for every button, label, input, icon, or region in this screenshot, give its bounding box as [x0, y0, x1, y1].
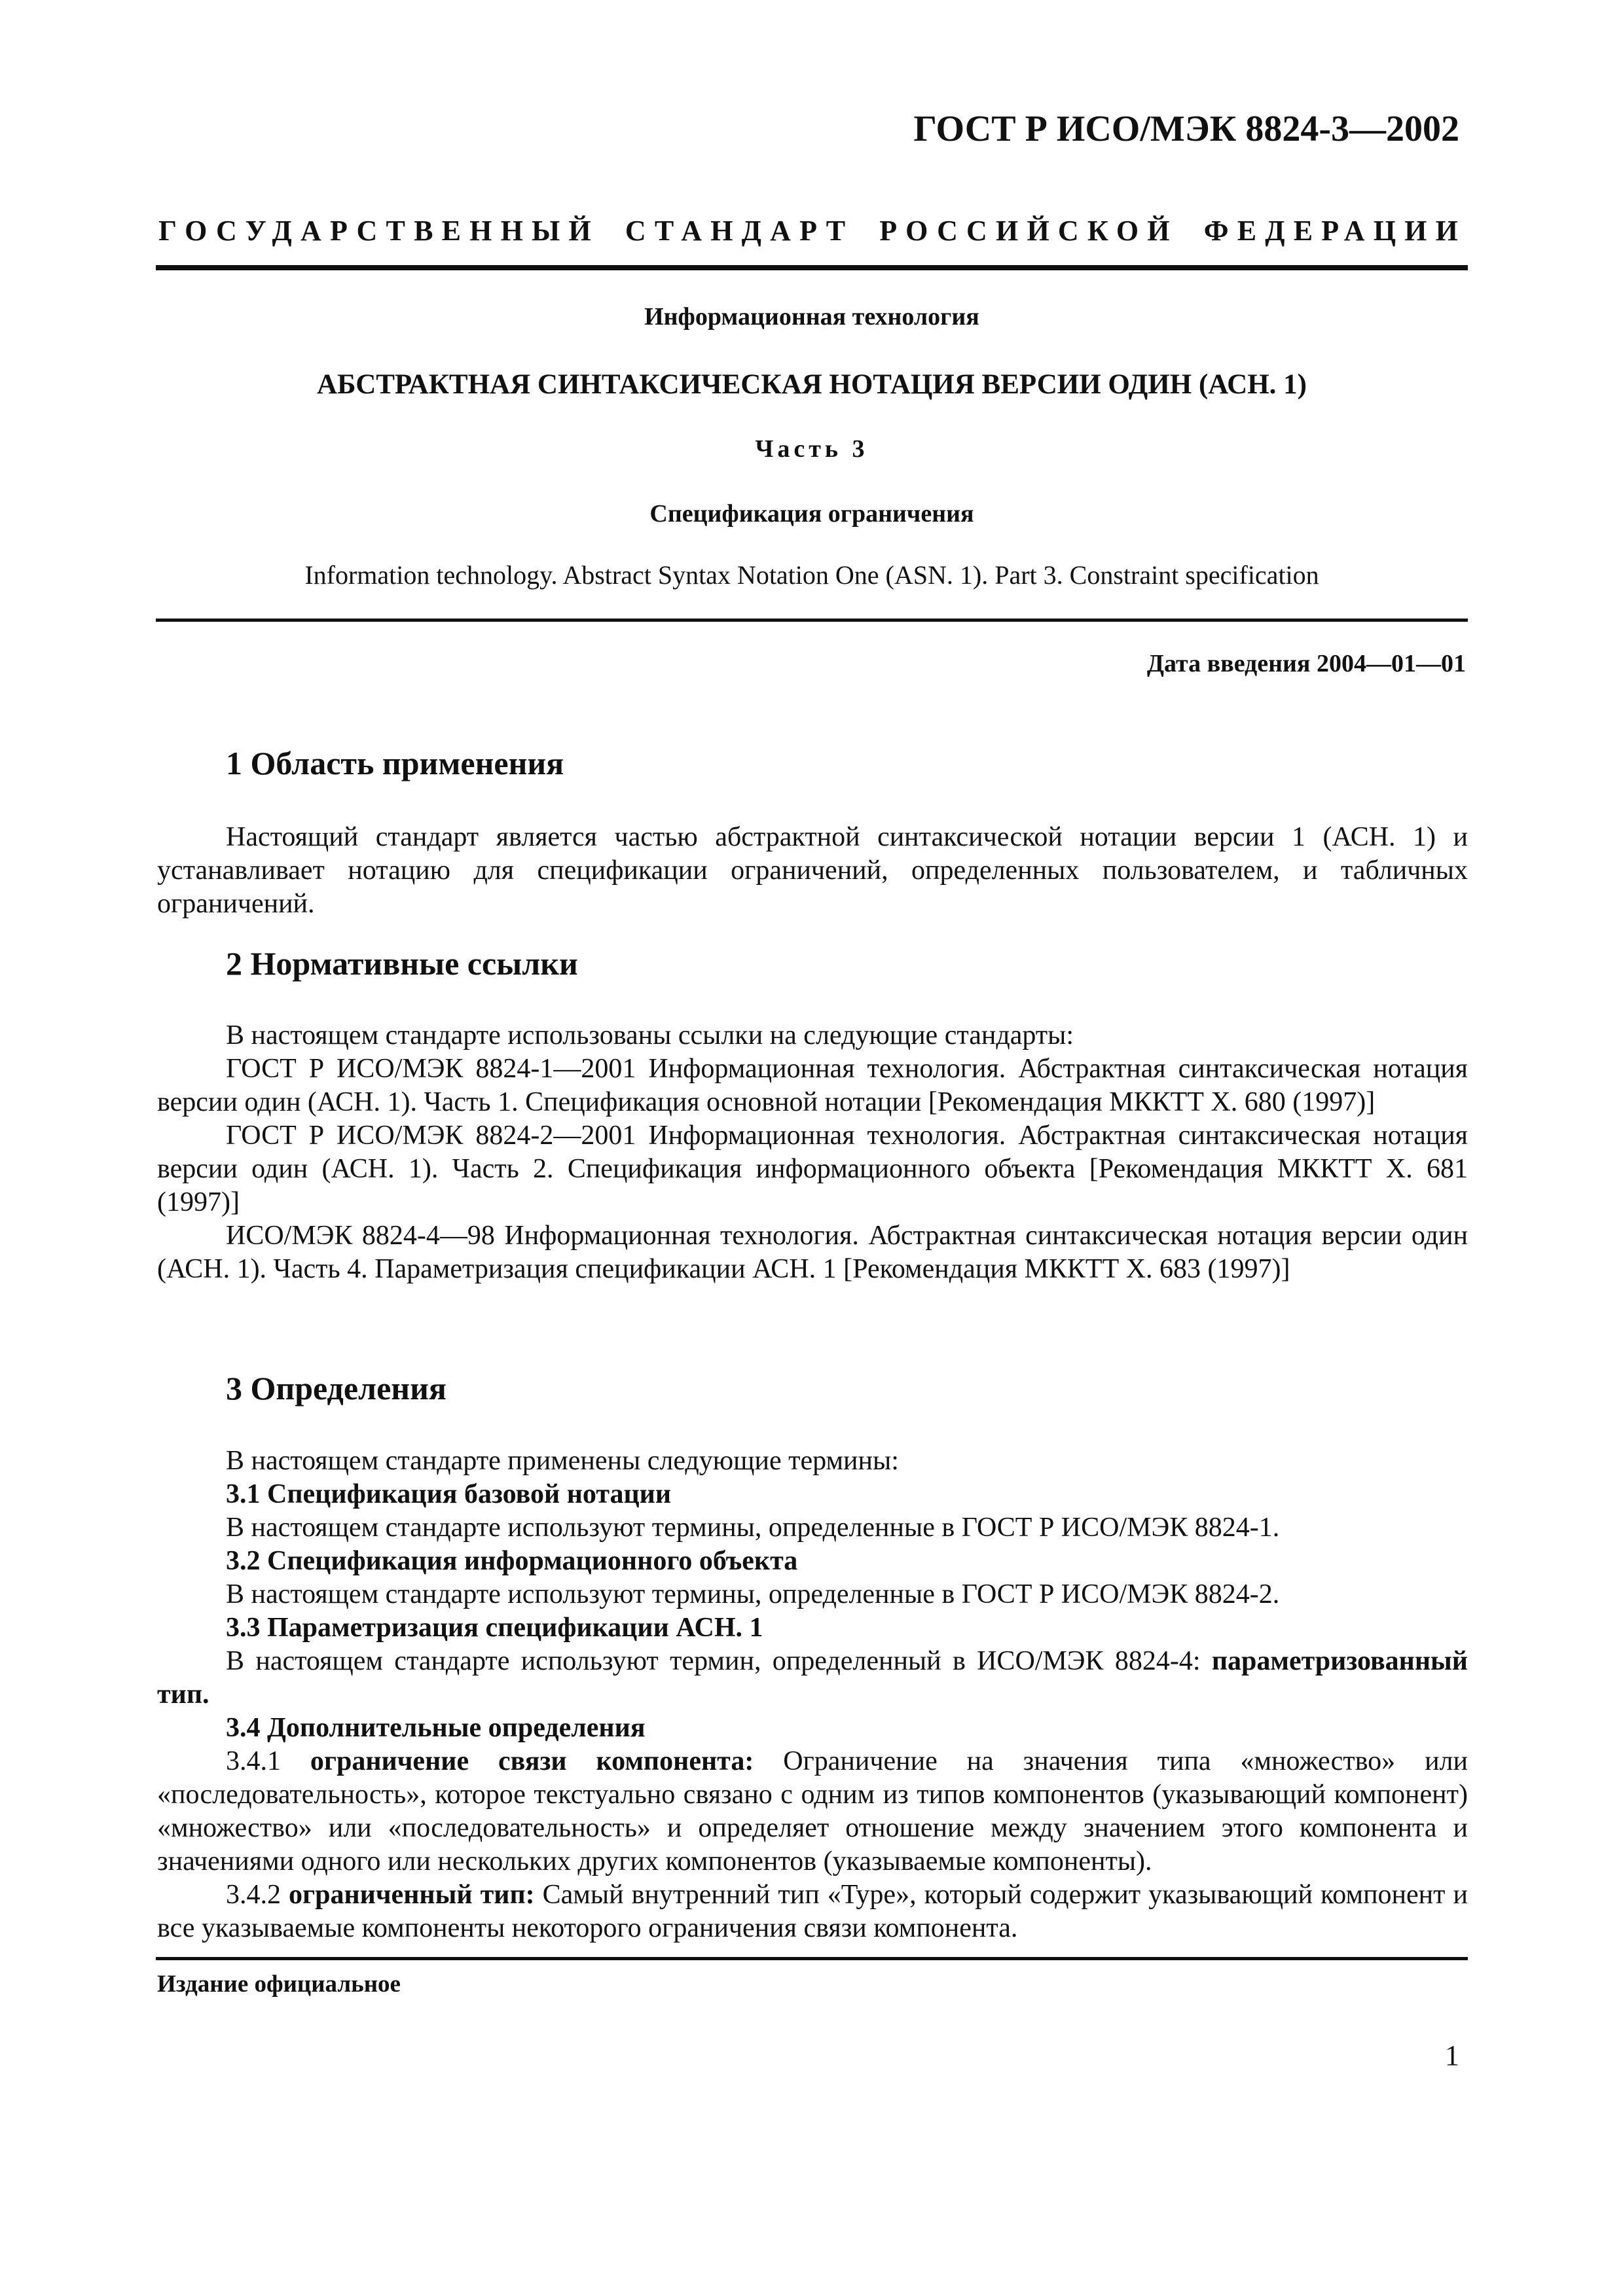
- term-3-2-text: В настоящем стандарте используют термины, определенные в ГОСТ Р ИСО/МЭК 8824-2.: [226, 1579, 1280, 1609]
- term-3-4-heading: 3.4 Дополнительные определения: [226, 1713, 646, 1743]
- title-main: АБСТРАКТНАЯ СИНТАКСИЧЕСКАЯ НОТАЦИЯ ВЕРСИИ ОДИН (АСН. 1): [317, 369, 1307, 400]
- term-3-3-text: [157, 1645, 1468, 1712]
- title-english: Information technology. Abstract Syntax Notation One (ASN. 1). Part 3. Constraint specification: [304, 560, 1319, 590]
- term-3-4-2: [157, 1878, 1468, 1945]
- document-number: ГОСТ Р ИСО/МЭК 8824-3—2002: [913, 109, 1459, 149]
- term-3-4-1-term: ограничение связи компонента:: [310, 1746, 754, 1776]
- section-2-heading: 2 Нормативные ссылки: [226, 945, 578, 982]
- section-2-body: [157, 1019, 1468, 1286]
- reference-item: ГОСТ Р ИСО/МЭК 8824-2—2001 Информационная технология. Абстрактная синтаксическая нотация версии один (АСН. 1). Часть 2. Спецификация информационного объекта [Рекомендация МККТТ Х. 681 (1997)]: [157, 1121, 1468, 1217]
- edition-note: Издание официальное: [157, 1971, 401, 1998]
- section-1-body: [157, 821, 1468, 921]
- term-3-1-heading: 3.1 Спецификация базовой нотации: [226, 1479, 672, 1509]
- term-3-3-term: параметризованный тип.: [157, 1646, 1468, 1710]
- page-number: 1: [1445, 2039, 1459, 2072]
- term-3-4-2-term: ограниченный тип:: [289, 1880, 535, 1910]
- term-3-3-heading: 3.3 Параметризация спецификации АСН. 1: [226, 1613, 763, 1643]
- term-3-1-text: В настоящем стандарте используют термины, определенные в ГОСТ Р ИСО/МЭК 8824-1.: [226, 1513, 1280, 1543]
- title-subject: Спецификация ограничения: [649, 500, 974, 528]
- reference-item: ГОСТ Р ИСО/МЭК 8824-1—2001 Информационная технология. Абстрактная синтаксическая нотация версии один (АСН. 1). Часть 1. Спецификация основной нотации [Рекомендация МККТТ Х. 680 (1997)]: [157, 1054, 1468, 1117]
- term-3-4-1-number: 3.4.1: [226, 1746, 281, 1776]
- term-3-2-heading: 3.2 Спецификация информационного объекта: [226, 1546, 798, 1576]
- term-3-4-1: [157, 1745, 1468, 1878]
- reference-item: ИСО/МЭК 8824-4—98 Информационная технология. Абстрактная синтаксическая нотация версии один (АСН. 1). Часть 4. Параметризация спецификации АСН. 1 [Рекомендация МККТТ Х. 683 (1997)]: [157, 1221, 1468, 1284]
- section-3-intro: В настоящем стандарте применены следующие термины:: [226, 1446, 899, 1476]
- footer-divider: [156, 1957, 1468, 1960]
- section-1-paragraph: Настоящий стандарт является частью абстрактной синтаксической нотации версии 1 (АСН. 1) и устанавливает нотацию для спецификации ограничений, определенных пользователем, и табличных ограничений.: [157, 822, 1468, 919]
- title-divider: [156, 619, 1468, 622]
- header-divider: [156, 265, 1468, 270]
- section-2-intro: В настоящем стандарте использованы ссылки на следующие стандарты:: [226, 1020, 1074, 1050]
- state-standard-heading: ГОСУДАРСТВЕННЫЙ СТАНДАРТ РОССИЙСКОЙ ФЕДЕРАЦИИ: [158, 215, 1467, 247]
- term-3-3-text-body: В настоящем стандарте используют термин, определенный в ИСО/МЭК 8824-4:: [226, 1646, 1201, 1676]
- term-3-4-2-number: 3.4.2: [226, 1880, 281, 1910]
- term-3-4-1-definition: Ограничение на значения типа «множество» или «последовательность», которое текстуально связано с одним из типов компонентов (указывающий компонент) «множество» или «последовательность» и определяет отношение между значением этого компонента и значениями одного или нескольких других компонентов (указываемые компоненты).: [157, 1746, 1468, 1876]
- introduction-date: Дата введения 2004—01—01: [1146, 650, 1466, 677]
- term-3-4-2-definition: Самый внутренний тип «Type», который содержит указывающий компонент и все указываемые компоненты некоторого ограничения связи компонента.: [157, 1880, 1468, 1943]
- title-part: Часть 3: [755, 435, 869, 463]
- section-3-body: [157, 1444, 1468, 1945]
- section-3-heading: 3 Определения: [226, 1370, 447, 1407]
- section-1-heading: 1 Область применения: [226, 745, 564, 781]
- title-topic: Информационная технология: [644, 303, 979, 331]
